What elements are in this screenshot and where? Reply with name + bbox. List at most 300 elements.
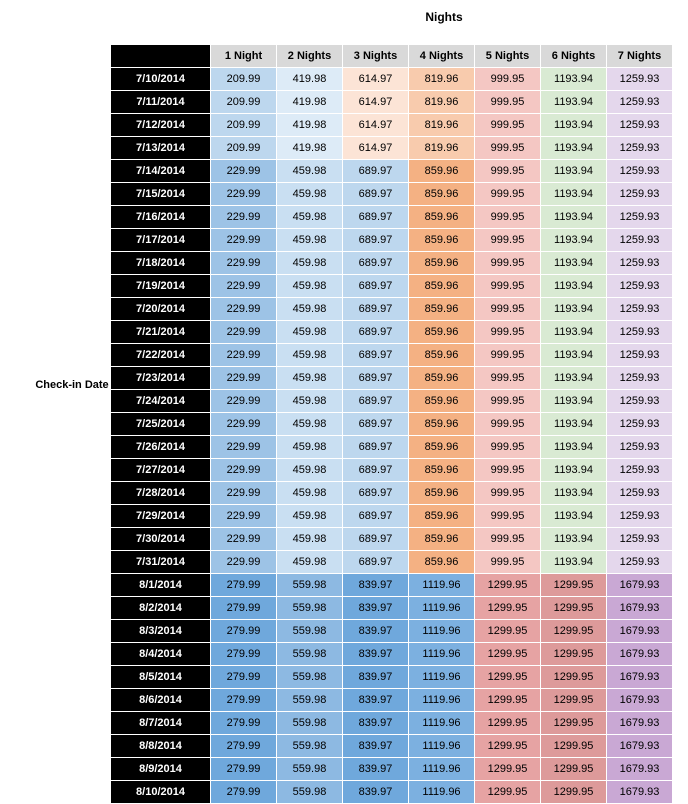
price-cell: 1259.93 (607, 68, 673, 91)
price-cell: 559.98 (277, 758, 343, 781)
price-cell: 819.96 (409, 137, 475, 160)
price-cell: 1259.93 (607, 551, 673, 574)
price-cell: 1119.96 (409, 689, 475, 712)
table-row (111, 482, 673, 505)
price-cell: 999.95 (475, 321, 541, 344)
price-cell: 279.99 (211, 620, 277, 643)
price-cell: 1679.93 (607, 643, 673, 666)
table-row (111, 712, 673, 735)
price-cell: 1299.95 (541, 643, 607, 666)
table-row (111, 436, 673, 459)
row-header-date: 7/16/2014 (111, 206, 211, 229)
price-cell: 614.97 (343, 68, 409, 91)
price-cell: 1259.93 (607, 183, 673, 206)
row-header-date: 7/27/2014 (111, 459, 211, 482)
price-cell: 209.99 (211, 91, 277, 114)
price-cell: 689.97 (343, 206, 409, 229)
corner-cell (111, 45, 211, 68)
table-row (111, 597, 673, 620)
price-cell: 459.98 (277, 390, 343, 413)
price-cell: 1259.93 (607, 390, 673, 413)
price-cell: 839.97 (343, 689, 409, 712)
price-cell: 1193.94 (541, 91, 607, 114)
price-cell: 229.99 (211, 298, 277, 321)
price-cell: 839.97 (343, 597, 409, 620)
price-cell: 859.96 (409, 252, 475, 275)
price-cell: 1299.95 (541, 712, 607, 735)
price-cell: 279.99 (211, 597, 277, 620)
table-row (111, 758, 673, 781)
column-header: 6 Nights (541, 45, 607, 68)
price-cell: 1193.94 (541, 413, 607, 436)
price-cell: 1259.93 (607, 91, 673, 114)
price-cell: 1193.94 (541, 321, 607, 344)
price-cell: 999.95 (475, 160, 541, 183)
price-cell: 559.98 (277, 712, 343, 735)
price-cell: 459.98 (277, 551, 343, 574)
price-cell: 859.96 (409, 436, 475, 459)
row-header-date: 8/9/2014 (111, 758, 211, 781)
price-cell: 559.98 (277, 574, 343, 597)
price-cell: 859.96 (409, 505, 475, 528)
row-header-date: 7/21/2014 (111, 321, 211, 344)
price-cell: 1193.94 (541, 344, 607, 367)
price-cell: 1299.95 (541, 689, 607, 712)
table-row (111, 666, 673, 689)
price-cell: 1193.94 (541, 436, 607, 459)
price-cell: 229.99 (211, 505, 277, 528)
price-cell: 559.98 (277, 689, 343, 712)
row-header-date: 8/7/2014 (111, 712, 211, 735)
row-header-date: 7/31/2014 (111, 551, 211, 574)
price-cell: 1119.96 (409, 666, 475, 689)
price-cell: 1679.93 (607, 574, 673, 597)
table-row (111, 689, 673, 712)
price-cell: 839.97 (343, 620, 409, 643)
row-header-date: 7/17/2014 (111, 229, 211, 252)
row-header-date: 7/11/2014 (111, 91, 211, 114)
price-cell: 1299.95 (475, 712, 541, 735)
table-row (111, 298, 673, 321)
price-cell: 1259.93 (607, 229, 673, 252)
table-row (111, 505, 673, 528)
price-cell: 1259.93 (607, 413, 673, 436)
nights-axis-title: Nights (425, 10, 463, 24)
price-cell: 459.98 (277, 436, 343, 459)
price-cell: 614.97 (343, 114, 409, 137)
price-cell: 459.98 (277, 206, 343, 229)
price-cell: 229.99 (211, 183, 277, 206)
price-cell: 559.98 (277, 666, 343, 689)
price-cell: 459.98 (277, 275, 343, 298)
price-cell: 229.99 (211, 275, 277, 298)
price-cell: 1679.93 (607, 712, 673, 735)
price-cell: 1299.95 (475, 643, 541, 666)
table-row (111, 160, 673, 183)
price-cell: 839.97 (343, 574, 409, 597)
table-row (111, 367, 673, 390)
table-row (111, 68, 673, 91)
price-cell: 279.99 (211, 758, 277, 781)
price-cell: 689.97 (343, 367, 409, 390)
price-cell: 229.99 (211, 252, 277, 275)
price-cell: 689.97 (343, 482, 409, 505)
price-cell: 279.99 (211, 643, 277, 666)
price-cell: 819.96 (409, 91, 475, 114)
price-cell: 459.98 (277, 229, 343, 252)
price-cell: 459.98 (277, 344, 343, 367)
price-cell: 859.96 (409, 413, 475, 436)
price-cell: 1299.95 (541, 574, 607, 597)
price-cell: 859.96 (409, 344, 475, 367)
price-cell: 839.97 (343, 666, 409, 689)
price-cell: 1679.93 (607, 735, 673, 758)
price-cell: 999.95 (475, 413, 541, 436)
price-cell: 229.99 (211, 528, 277, 551)
price-cell: 999.95 (475, 436, 541, 459)
price-cell: 1299.95 (475, 781, 541, 804)
price-cell: 459.98 (277, 160, 343, 183)
price-cell: 1259.93 (607, 160, 673, 183)
price-cell: 419.98 (277, 91, 343, 114)
price-cell: 1119.96 (409, 735, 475, 758)
table-body (111, 68, 673, 804)
price-cell: 1299.95 (541, 620, 607, 643)
price-cell: 689.97 (343, 413, 409, 436)
price-cell: 1193.94 (541, 68, 607, 91)
price-cell: 1193.94 (541, 298, 607, 321)
row-header-date: 8/8/2014 (111, 735, 211, 758)
row-header-date: 7/23/2014 (111, 367, 211, 390)
price-cell: 1299.95 (541, 781, 607, 804)
price-cell: 1259.93 (607, 298, 673, 321)
price-cell: 819.96 (409, 68, 475, 91)
price-cell: 1119.96 (409, 574, 475, 597)
price-cell: 999.95 (475, 137, 541, 160)
price-cell: 1119.96 (409, 620, 475, 643)
price-cell: 209.99 (211, 137, 277, 160)
table-row (111, 137, 673, 160)
price-cell: 999.95 (475, 482, 541, 505)
price-cell: 1259.93 (607, 114, 673, 137)
table-row (111, 114, 673, 137)
price-cell: 689.97 (343, 183, 409, 206)
price-cell: 459.98 (277, 367, 343, 390)
price-cell: 689.97 (343, 528, 409, 551)
row-header-date: 7/28/2014 (111, 482, 211, 505)
row-header-date: 7/14/2014 (111, 160, 211, 183)
price-cell: 1679.93 (607, 597, 673, 620)
price-cell: 689.97 (343, 436, 409, 459)
price-cell: 859.96 (409, 367, 475, 390)
price-cell: 1299.95 (475, 735, 541, 758)
price-cell: 229.99 (211, 459, 277, 482)
column-header: 7 Nights (607, 45, 673, 68)
price-cell: 999.95 (475, 344, 541, 367)
price-cell: 689.97 (343, 505, 409, 528)
price-cell: 689.97 (343, 344, 409, 367)
price-cell: 859.96 (409, 206, 475, 229)
table-row (111, 183, 673, 206)
price-cell: 999.95 (475, 114, 541, 137)
price-cell: 999.95 (475, 505, 541, 528)
price-cell: 459.98 (277, 298, 343, 321)
price-cell: 1299.95 (475, 574, 541, 597)
price-cell: 859.96 (409, 459, 475, 482)
table-row (111, 413, 673, 436)
table-row (111, 643, 673, 666)
price-cell: 1259.93 (607, 206, 673, 229)
price-cell: 1119.96 (409, 758, 475, 781)
table-header-row (111, 45, 673, 68)
price-cell: 859.96 (409, 160, 475, 183)
price-cell: 1259.93 (607, 528, 673, 551)
price-cell: 999.95 (475, 367, 541, 390)
price-cell: 1299.95 (541, 735, 607, 758)
row-header-date: 8/1/2014 (111, 574, 211, 597)
price-cell: 999.95 (475, 68, 541, 91)
table-row (111, 206, 673, 229)
price-cell: 229.99 (211, 229, 277, 252)
price-cell: 229.99 (211, 390, 277, 413)
price-cell: 279.99 (211, 574, 277, 597)
price-cell: 859.96 (409, 298, 475, 321)
row-header-date: 7/19/2014 (111, 275, 211, 298)
price-cell: 999.95 (475, 528, 541, 551)
price-cell: 839.97 (343, 781, 409, 804)
price-cell: 459.98 (277, 183, 343, 206)
table-row (111, 229, 673, 252)
price-cell: 999.95 (475, 183, 541, 206)
price-cell: 559.98 (277, 620, 343, 643)
price-cell: 1193.94 (541, 275, 607, 298)
price-cell: 1119.96 (409, 597, 475, 620)
price-cell: 209.99 (211, 114, 277, 137)
price-cell: 614.97 (343, 91, 409, 114)
table-row (111, 574, 673, 597)
price-cell: 1299.95 (541, 758, 607, 781)
row-header-date: 8/10/2014 (111, 781, 211, 804)
price-cell: 999.95 (475, 229, 541, 252)
price-cell: 279.99 (211, 666, 277, 689)
row-header-date: 7/15/2014 (111, 183, 211, 206)
price-cell: 1259.93 (607, 367, 673, 390)
price-cell: 689.97 (343, 459, 409, 482)
checkin-axis-title: Check-in Date (35, 379, 109, 391)
price-matrix-table (110, 44, 673, 804)
price-cell: 1299.95 (475, 689, 541, 712)
price-cell: 859.96 (409, 183, 475, 206)
row-header-date: 7/29/2014 (111, 505, 211, 528)
row-header-date: 7/20/2014 (111, 298, 211, 321)
price-cell: 459.98 (277, 459, 343, 482)
price-cell: 999.95 (475, 298, 541, 321)
price-cell: 614.97 (343, 137, 409, 160)
column-header: 4 Nights (409, 45, 475, 68)
price-cell: 1259.93 (607, 137, 673, 160)
table-row (111, 620, 673, 643)
price-cell: 689.97 (343, 252, 409, 275)
table-row (111, 252, 673, 275)
price-cell: 999.95 (475, 252, 541, 275)
price-cell: 279.99 (211, 781, 277, 804)
price-cell: 1679.93 (607, 758, 673, 781)
price-cell: 1193.94 (541, 390, 607, 413)
price-cell: 459.98 (277, 413, 343, 436)
table-row (111, 275, 673, 298)
price-cell: 1299.95 (475, 666, 541, 689)
column-header: 5 Nights (475, 45, 541, 68)
row-header-date: 7/26/2014 (111, 436, 211, 459)
price-cell: 229.99 (211, 206, 277, 229)
price-cell: 839.97 (343, 712, 409, 735)
price-cell: 999.95 (475, 459, 541, 482)
column-header: 1 Night (211, 45, 277, 68)
price-cell: 1193.94 (541, 551, 607, 574)
price-cell: 859.96 (409, 229, 475, 252)
price-cell: 1259.93 (607, 482, 673, 505)
table-row (111, 344, 673, 367)
price-cell: 229.99 (211, 551, 277, 574)
price-cell: 1679.93 (607, 781, 673, 804)
row-header-date: 8/2/2014 (111, 597, 211, 620)
price-cell: 1299.95 (475, 620, 541, 643)
price-cell: 1259.93 (607, 505, 673, 528)
price-cell: 1299.95 (475, 758, 541, 781)
price-cell: 1679.93 (607, 689, 673, 712)
price-cell: 1193.94 (541, 160, 607, 183)
row-header-date: 7/22/2014 (111, 344, 211, 367)
price-cell: 859.96 (409, 551, 475, 574)
table-row (111, 528, 673, 551)
price-cell: 689.97 (343, 229, 409, 252)
price-cell: 1193.94 (541, 229, 607, 252)
price-cell: 459.98 (277, 321, 343, 344)
price-cell: 1193.94 (541, 114, 607, 137)
price-cell: 559.98 (277, 781, 343, 804)
price-cell: 859.96 (409, 390, 475, 413)
price-cell: 1259.93 (607, 252, 673, 275)
price-cell: 419.98 (277, 68, 343, 91)
price-cell: 229.99 (211, 436, 277, 459)
price-cell: 1119.96 (409, 781, 475, 804)
price-cell: 229.99 (211, 321, 277, 344)
price-cell: 1193.94 (541, 482, 607, 505)
price-cell: 1299.95 (541, 597, 607, 620)
price-cell: 419.98 (277, 114, 343, 137)
price-cell: 689.97 (343, 298, 409, 321)
row-header-date: 7/12/2014 (111, 114, 211, 137)
price-cell: 459.98 (277, 528, 343, 551)
price-cell: 1193.94 (541, 206, 607, 229)
price-cell: 1193.94 (541, 459, 607, 482)
price-cell: 1193.94 (541, 137, 607, 160)
price-cell: 859.96 (409, 275, 475, 298)
row-header-date: 8/4/2014 (111, 643, 211, 666)
price-cell: 229.99 (211, 160, 277, 183)
table-row (111, 390, 673, 413)
column-header: 2 Nights (277, 45, 343, 68)
price-cell: 559.98 (277, 735, 343, 758)
table-row (111, 735, 673, 758)
price-cell: 229.99 (211, 482, 277, 505)
price-cell: 1299.95 (541, 666, 607, 689)
price-cell: 999.95 (475, 551, 541, 574)
price-cell: 279.99 (211, 712, 277, 735)
price-cell: 1259.93 (607, 275, 673, 298)
price-cell: 1259.93 (607, 344, 673, 367)
price-cell: 279.99 (211, 735, 277, 758)
price-cell: 1259.93 (607, 459, 673, 482)
price-cell: 1193.94 (541, 252, 607, 275)
price-cell: 999.95 (475, 275, 541, 298)
price-cell: 819.96 (409, 114, 475, 137)
table-row (111, 551, 673, 574)
price-cell: 1193.94 (541, 528, 607, 551)
price-cell: 559.98 (277, 597, 343, 620)
price-cell: 229.99 (211, 367, 277, 390)
price-cell: 1679.93 (607, 620, 673, 643)
price-cell: 1193.94 (541, 367, 607, 390)
price-cell: 1119.96 (409, 643, 475, 666)
price-cell: 459.98 (277, 252, 343, 275)
row-header-date: 7/18/2014 (111, 252, 211, 275)
price-cell: 689.97 (343, 321, 409, 344)
row-header-date: 8/5/2014 (111, 666, 211, 689)
row-header-date: 8/3/2014 (111, 620, 211, 643)
table-row (111, 321, 673, 344)
price-cell: 1679.93 (607, 666, 673, 689)
row-header-date: 7/30/2014 (111, 528, 211, 551)
price-cell: 689.97 (343, 551, 409, 574)
price-cell: 229.99 (211, 344, 277, 367)
price-cell: 859.96 (409, 482, 475, 505)
price-cell: 1193.94 (541, 505, 607, 528)
price-cell: 999.95 (475, 390, 541, 413)
table-row (111, 91, 673, 114)
price-cell: 1299.95 (475, 597, 541, 620)
price-cell: 859.96 (409, 321, 475, 344)
price-cell: 279.99 (211, 689, 277, 712)
price-cell: 459.98 (277, 505, 343, 528)
row-header-date: 8/6/2014 (111, 689, 211, 712)
row-header-date: 7/13/2014 (111, 137, 211, 160)
price-cell: 1119.96 (409, 712, 475, 735)
price-cell: 229.99 (211, 413, 277, 436)
price-cell: 839.97 (343, 735, 409, 758)
price-cell: 689.97 (343, 275, 409, 298)
price-cell: 559.98 (277, 643, 343, 666)
row-header-date: 7/10/2014 (111, 68, 211, 91)
price-cell: 999.95 (475, 91, 541, 114)
price-cell: 419.98 (277, 137, 343, 160)
price-cell: 689.97 (343, 160, 409, 183)
price-cell: 209.99 (211, 68, 277, 91)
price-cell: 859.96 (409, 528, 475, 551)
column-header: 3 Nights (343, 45, 409, 68)
price-cell: 1193.94 (541, 183, 607, 206)
price-cell: 1259.93 (607, 436, 673, 459)
row-header-date: 7/24/2014 (111, 390, 211, 413)
price-cell: 459.98 (277, 482, 343, 505)
price-cell: 1259.93 (607, 321, 673, 344)
price-cell: 839.97 (343, 643, 409, 666)
price-cell: 999.95 (475, 206, 541, 229)
price-cell: 839.97 (343, 758, 409, 781)
row-header-date: 7/25/2014 (111, 413, 211, 436)
table-row (111, 781, 673, 804)
table-row (111, 459, 673, 482)
